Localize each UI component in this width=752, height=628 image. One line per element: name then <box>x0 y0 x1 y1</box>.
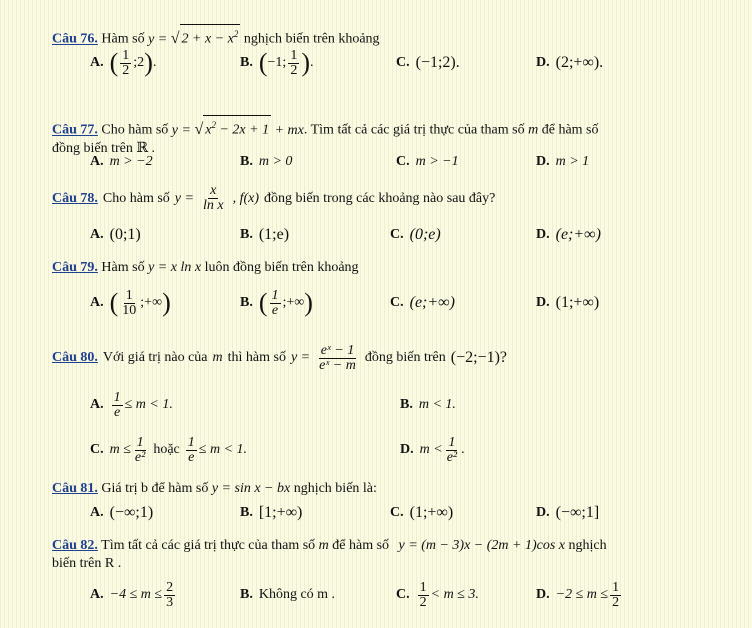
option-label: B. <box>240 55 253 70</box>
question-text: Với giá trị nào của <box>102 350 208 365</box>
option-c[interactable]: C. (−1;2). <box>396 54 460 71</box>
fraction: $\frac{1}{2}$ <box>612 579 620 610</box>
option-label: C. <box>396 55 410 70</box>
option-label: C. <box>396 154 410 169</box>
parameter: m <box>318 538 329 553</box>
option-b[interactable]: B. [1;+∞) <box>240 504 303 521</box>
fraction: $\frac{1}{e}$ <box>113 389 121 420</box>
question-number: Câu 78. <box>52 190 98 206</box>
question-text: thì hàm số <box>227 350 286 365</box>
fraction: $\frac{1}{2}$ <box>419 579 427 610</box>
question-78 <box>52 183 712 243</box>
answer-options <box>90 500 730 526</box>
question-text: đồng biến trên <box>364 350 446 365</box>
question-text: Cho hàm số <box>101 122 169 138</box>
option-label: B. <box>240 587 253 602</box>
option-c[interactable]: C. (e;+∞) <box>390 294 455 311</box>
option-d[interactable]: D. −2 ≤ m ≤ $\frac{1}{2}$ <box>536 579 620 610</box>
question-76 <box>52 24 712 78</box>
question-text: để hàm số <box>541 122 599 138</box>
fraction: $\frac{1}{10}$ <box>122 287 137 318</box>
option-d[interactable]: D. (1;+∞) <box>536 294 600 311</box>
option-a[interactable]: A. $\frac{1}{e}$ ≤ m < 1. <box>90 389 173 420</box>
option-label: A. <box>90 587 104 602</box>
option-label: C. <box>90 442 104 457</box>
option-a[interactable]: A. m > −2 <box>90 154 153 169</box>
fraction: $\frac{1}{2}$ <box>290 47 298 78</box>
function-formula: y = (m − 3)x − (2m + 1)cos x <box>398 538 566 553</box>
option-label: A. <box>90 505 104 520</box>
fraction: $\frac{1}{e}$ <box>271 287 279 318</box>
parameter: m <box>528 122 539 138</box>
option-label: B. <box>240 295 253 310</box>
question-text: Tìm tất cả các giá trị thực của tham số <box>101 538 316 553</box>
question-80 <box>52 338 712 465</box>
option-d[interactable]: D. m < $\frac{1}{\text{e²}}$ . <box>400 434 465 465</box>
option-label: D. <box>536 55 550 70</box>
function-formula: y = sin x − bx <box>211 481 291 496</box>
parameter: m <box>212 350 223 365</box>
option-label: D. <box>536 295 550 310</box>
option-b[interactable]: B. Không có m . <box>240 587 336 602</box>
question-number: Câu 76. <box>52 31 98 47</box>
question-79 <box>52 259 712 318</box>
option-c[interactable]: C. (1;+∞) <box>390 504 454 521</box>
answer-options <box>90 577 730 613</box>
option-d[interactable]: D. m > 1 <box>536 154 590 169</box>
option-label: B. <box>240 227 253 242</box>
option-a[interactable]: A. (0;1) <box>90 226 141 243</box>
option-a[interactable]: A. ( $\frac{1}{10}$ ;+∞ ) <box>90 287 171 318</box>
question-text: nghịch <box>568 538 607 553</box>
question-81 <box>52 480 712 521</box>
option-a[interactable]: A. (−∞;1) <box>90 504 154 521</box>
option-d[interactable]: D. (2;+∞). <box>536 54 604 71</box>
question-text: . Tìm tất cả các giá trị thực của tham số <box>303 122 525 138</box>
fraction: $\frac{1}{\text{e²}}$ <box>446 434 458 465</box>
question-number: Câu 79. <box>52 260 98 275</box>
option-c[interactable]: C. (0;e) <box>390 226 441 243</box>
function-name: , f(x) <box>232 190 260 206</box>
question-text-line2: đồng biến trên ℝ . <box>52 140 156 156</box>
question-text: Giá trị b để hàm số <box>101 481 209 496</box>
question-77 <box>52 115 712 169</box>
question-number: Câu 82. <box>52 538 98 553</box>
answer-options-row1 <box>90 386 730 424</box>
question-text: đồng biến trong các khoảng nào sau đây? <box>264 190 496 206</box>
question-text: để hàm số <box>332 538 390 553</box>
option-c[interactable]: C. m > −1 <box>396 154 459 169</box>
fraction: $\frac{1}{\text{e²}}$ <box>134 434 146 465</box>
function-formula: y = <box>174 190 194 206</box>
option-label: A. <box>90 55 104 70</box>
function-formula: y = √ $x^2 - 2x + 1$ + mx <box>172 123 304 138</box>
option-b[interactable]: B. ( −1; $\frac{1}{2}$ ) . <box>240 47 314 78</box>
answer-options <box>90 283 730 323</box>
option-b[interactable]: B. ( $\frac{1}{e}$ ;+∞ ) <box>240 287 313 318</box>
option-label: B. <box>400 397 413 412</box>
question-number: Câu 77. <box>52 122 98 138</box>
option-c[interactable]: C. $\frac{1}{2}$ < m ≤ 3. <box>396 579 479 610</box>
option-label: D. <box>536 587 550 602</box>
answer-options <box>90 222 730 248</box>
option-b[interactable]: B. m > 0 <box>240 154 293 169</box>
question-text-line2: biến trên R . <box>52 556 122 571</box>
question-number: Câu 81. <box>52 481 98 496</box>
option-b[interactable]: B. m < 1. <box>400 397 456 412</box>
option-label: A. <box>90 295 104 310</box>
question-text: luôn đồng biến trên khoảng <box>204 260 359 275</box>
option-a[interactable]: A. ( $\frac{1}{2}$ ;2 ) . <box>90 47 157 78</box>
function-formula: y = x ln x <box>148 260 202 275</box>
answer-options <box>90 151 730 173</box>
option-c[interactable]: C. m ≤ $\frac{1}{\text{e²}}$ hoặc $\frac{1}{e}$ ≤ m < 1. <box>90 434 248 465</box>
fraction: $\frac{1}{2}$ <box>122 47 130 78</box>
option-label: D. <box>536 227 550 242</box>
option-a[interactable]: A. −4 ≤ m ≤ $\frac{2}{3}$ <box>90 579 174 610</box>
option-label: A. <box>90 397 104 412</box>
answer-options <box>90 46 730 80</box>
question-text: nghịch biến là: <box>293 481 377 496</box>
option-label: D. <box>400 442 414 457</box>
interval: (−2;−1)? <box>450 349 507 366</box>
option-label: D. <box>536 154 550 169</box>
option-d[interactable]: D. (e;+∞) <box>536 226 601 243</box>
option-label: C. <box>390 295 404 310</box>
option-label: C. <box>396 587 410 602</box>
option-b[interactable]: B. (1;e) <box>240 226 290 243</box>
question-text: Hàm số <box>101 31 145 47</box>
option-label: C. <box>390 227 404 242</box>
option-label: A. <box>90 154 104 169</box>
function-formula: y = <box>290 350 311 365</box>
fraction: $\frac{\text{eˣ − 1}}{\text{eˣ − m}}$ <box>319 342 356 373</box>
question-number: Câu 80. <box>52 350 98 365</box>
question-82 <box>52 537 712 610</box>
question-text: Hàm số <box>101 260 145 275</box>
option-label: B. <box>240 505 253 520</box>
fraction: $\frac{x}{\text{ln x}}$ <box>202 183 224 213</box>
function-formula: y = √ $2 + x - x^2$ <box>148 32 240 47</box>
option-label: D. <box>536 505 550 520</box>
question-text: Cho hàm số <box>102 190 170 206</box>
question-text: nghịch biến trên khoảng <box>243 31 380 47</box>
option-label: C. <box>390 505 404 520</box>
fraction: $\frac{1}{e}$ <box>187 434 195 465</box>
option-label: B. <box>240 154 253 169</box>
option-d[interactable]: D. (−∞;1] <box>536 504 600 521</box>
option-label: A. <box>90 227 104 242</box>
fraction: $\frac{2}{3}$ <box>166 579 174 610</box>
answer-options-row2 <box>90 430 730 470</box>
